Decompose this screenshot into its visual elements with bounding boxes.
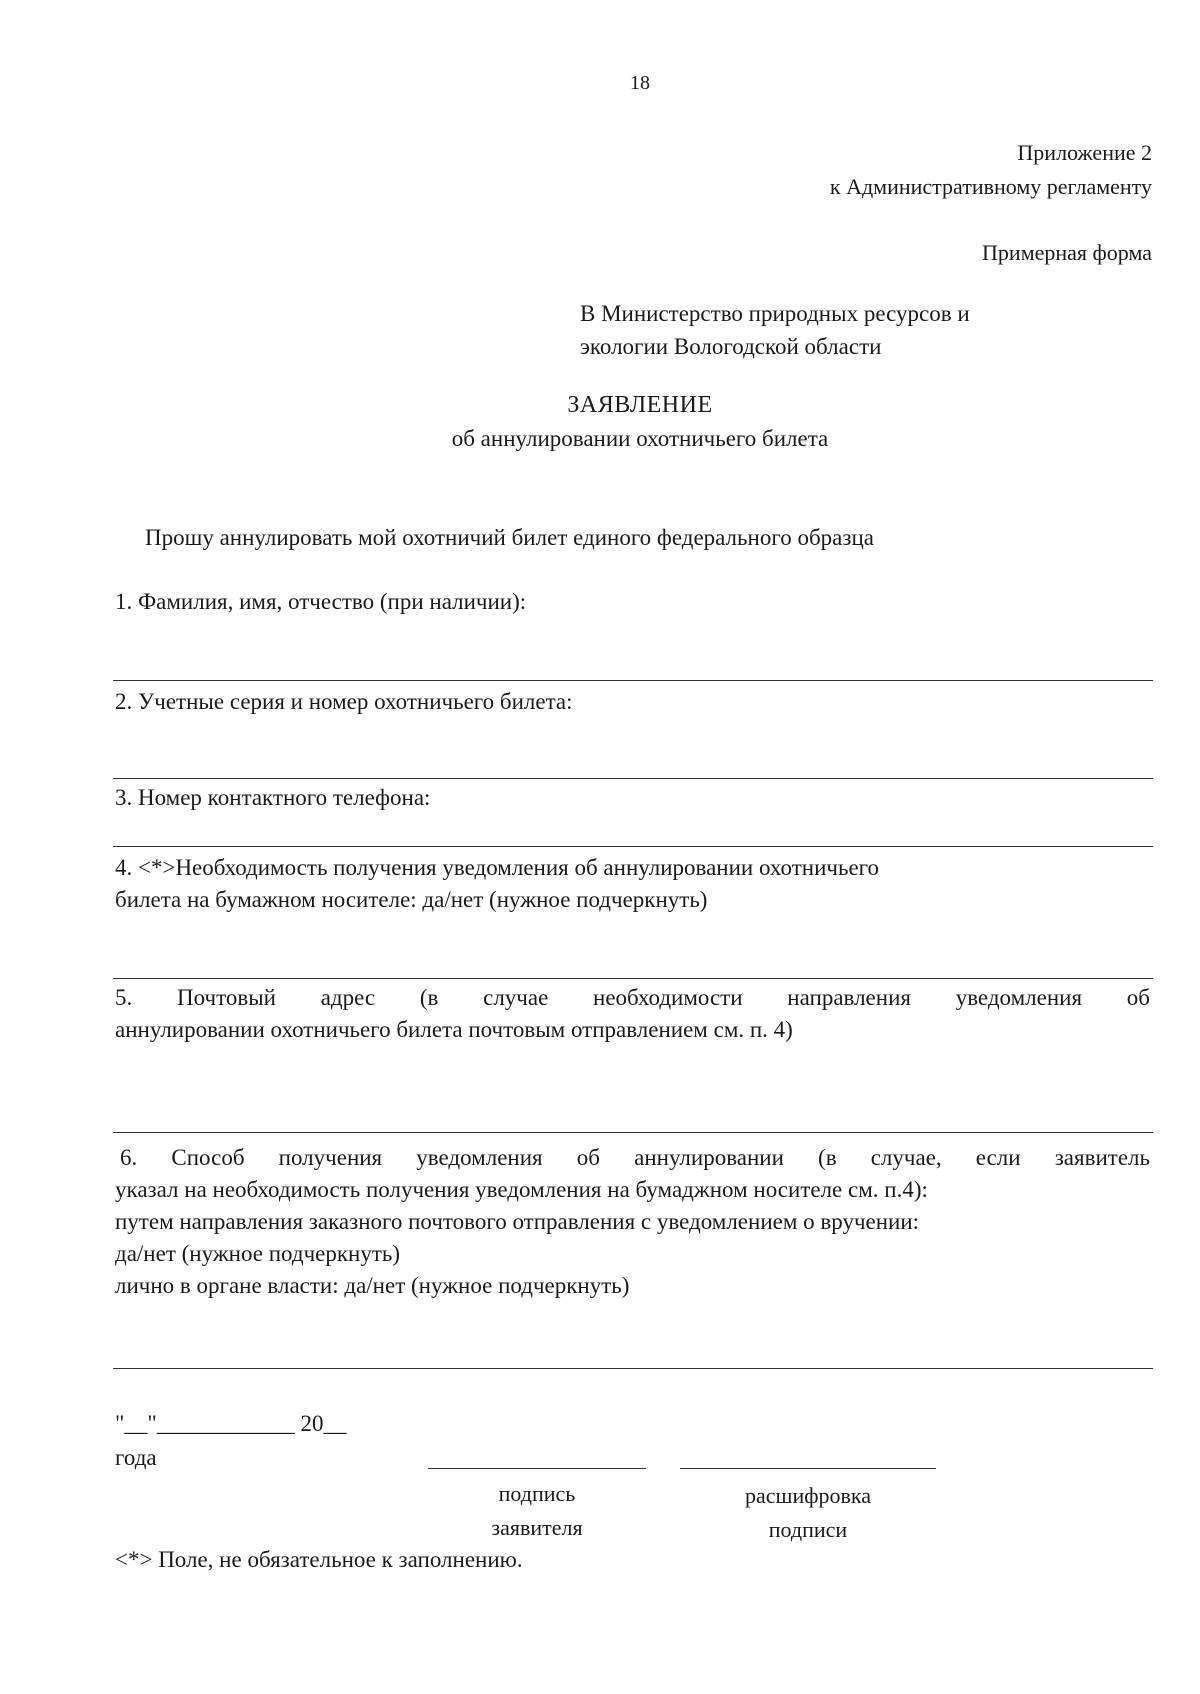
addressee-line-1: В Министерство природных ресурсов и	[580, 301, 970, 326]
addressee-line-2: экологии Вологодской области	[580, 334, 882, 359]
item-notice-method-line-3: путем направления заказного почтового отправления с уведомлением о вручении:	[115, 1209, 920, 1234]
date-field[interactable]: "__"____________ 20__	[115, 1411, 347, 1436]
paper-notice-field-line[interactable]	[113, 978, 1153, 979]
signature-decoding-label-1: расшифровка	[744, 1483, 871, 1508]
applicant-signature-label-2: заявителя	[491, 1515, 583, 1540]
item-notice-method-line-4: да/нет (нужное подчеркнуть)	[115, 1241, 401, 1266]
document-subtitle: об аннулировании охотничьего билета	[451, 426, 829, 451]
signature-decoding-line[interactable]	[680, 1468, 936, 1469]
page-number: 18	[630, 72, 650, 94]
phone-field-line[interactable]	[113, 846, 1153, 847]
year-word: года	[115, 1445, 157, 1470]
item-phone: 3. Номер контактного телефона:	[115, 785, 431, 810]
item-paper-notice-line-1: 4. <*>Необходимость получения уведомления об аннулировании охотничьего	[115, 855, 880, 880]
item-notice-method-line-5: лично в органе власти: да/нет (нужное подчеркнуть)	[115, 1273, 630, 1298]
appendix-label: Приложение 2	[1017, 140, 1152, 165]
applicant-signature-line[interactable]	[428, 1468, 646, 1469]
item-postal-address-line-1: 5. Почтовый адрес (в случае необходимости направления уведомления об	[115, 985, 1150, 1010]
request-text: Прошу аннулировать мой охотничий билет единого федерального образца	[145, 525, 874, 550]
item-ticket-number: 2. Учетные серия и номер охотничьего билета:	[115, 689, 573, 714]
item-full-name: 1. Фамилия, имя, отчество (при наличии):	[115, 589, 527, 614]
applicant-signature-label-1: подпись	[498, 1481, 576, 1506]
item-postal-address-line-2: аннулировании охотничьего билета почтовым отправлением см. п. 4)	[115, 1017, 793, 1042]
signature-decoding-label-2: подписи	[768, 1517, 848, 1542]
document-title: ЗАЯВЛЕНИЕ	[567, 392, 713, 418]
item-notice-method-line-2: указал на необходимость получения уведомления на бумаджном носителе см. п.4):	[115, 1177, 928, 1202]
postal-address-field-line[interactable]	[113, 1132, 1153, 1133]
item-notice-method-line-1: 6. Способ получения уведомления об аннулировании (в случае, если заявитель	[120, 1145, 1150, 1170]
full-name-field-line[interactable]	[113, 680, 1153, 681]
form-type-label: Примерная форма	[982, 240, 1152, 265]
regulation-reference: к Административному регламенту	[829, 174, 1152, 199]
item-paper-notice-line-2: билета на бумажном носителе: да/нет (нужное подчеркнуть)	[115, 887, 708, 912]
footnote: <*> Поле, не обязательное к заполнению.	[115, 1547, 523, 1572]
ticket-number-field-line[interactable]	[113, 778, 1153, 779]
notice-method-field-line[interactable]	[113, 1368, 1153, 1369]
